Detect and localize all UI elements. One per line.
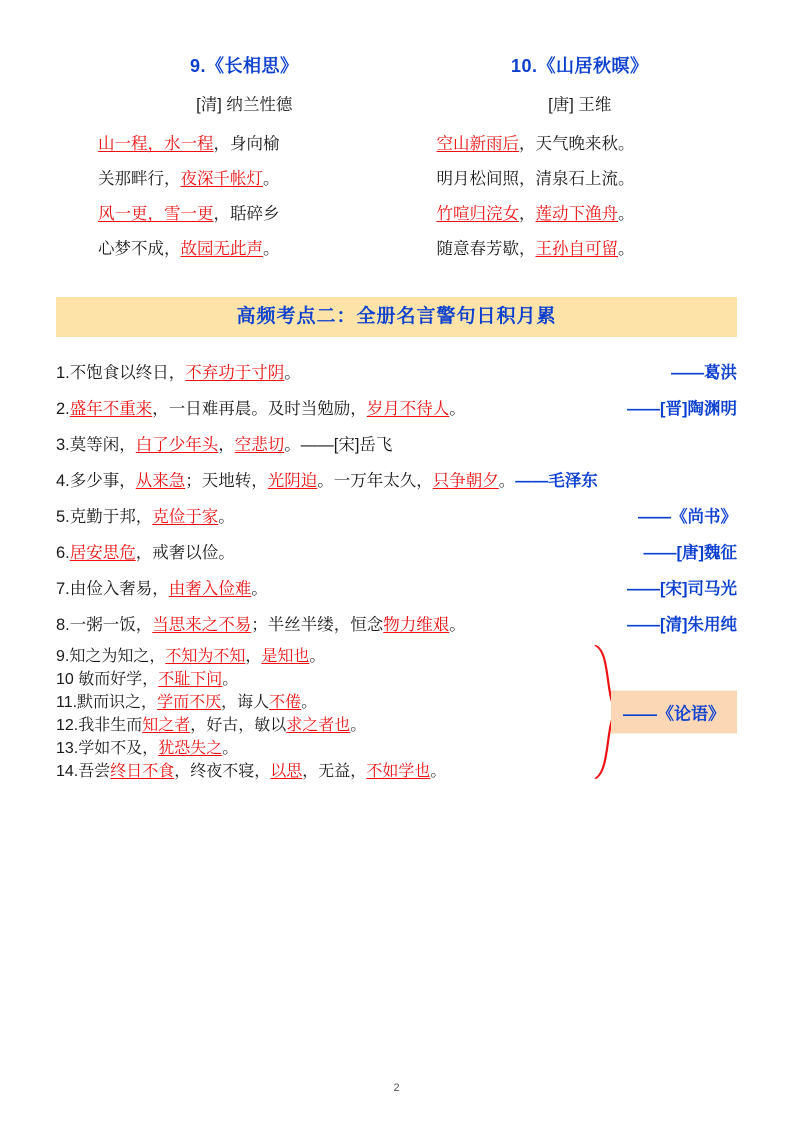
maxim-source: ——葛洪 [671, 364, 737, 382]
maxim-text [56, 364, 301, 382]
maxim1-seg-4: 。 [449, 400, 466, 418]
maxim-text [56, 400, 466, 418]
poem0-line0-seg-0: 山一程，水一程 [98, 135, 214, 153]
maxim-text [56, 472, 515, 490]
poem-author-10: [唐] 王维 [548, 96, 612, 114]
poem0-line1-seg-1: 夜深千帐灯 [180, 170, 263, 188]
maxim3-seg-2: ；天地转， [185, 472, 268, 490]
maxim-source: ——[唐]魏征 [643, 544, 737, 562]
analects-items [56, 643, 596, 781]
maxim4-seg-2: 。 [218, 508, 235, 526]
maxim1-seg-1: 盛年不重来 [69, 400, 153, 418]
maxim-source: ——[晋]陶渊明 [627, 400, 737, 418]
analects2-seg-4: 。 [301, 694, 318, 711]
analects2-seg-1: 学而不厌 [157, 694, 222, 711]
maxim2-seg-1: 白了少年头 [135, 436, 219, 454]
analects-item [56, 643, 596, 666]
maxim7-seg-0: 8.一粥一饭， [56, 616, 153, 634]
maxim7-seg-1: 当思来之不易 [152, 616, 252, 634]
maxim-item [56, 391, 737, 427]
section-banner: 高频考点二：全册名言警句日积月累 [56, 297, 737, 337]
maxim-text [56, 436, 392, 454]
analects-group [56, 643, 737, 781]
analects4-seg-2: 。 [222, 740, 239, 757]
maxim3-seg-4: 。一万年太久， [317, 472, 433, 490]
maxim0-seg-1: 不弃功于寸阴 [185, 364, 285, 382]
maxim-item [56, 463, 737, 499]
maxim6-seg-0: 7.由俭入奢易， [56, 580, 169, 598]
maxim7-seg-4: 。 [449, 616, 466, 634]
maxim7-seg-3: 物力维艰 [383, 616, 450, 634]
maxim2-seg-2: ， [218, 436, 235, 454]
analects5-seg-3: 以思 [270, 763, 303, 780]
poem1-line2-seg-2: 莲动下渔舟 [535, 205, 618, 223]
maxim6-seg-1: 由奢入俭难 [168, 580, 252, 598]
poem1-line3-seg-1: 王孙自可留 [535, 240, 618, 258]
analects5-seg-6: 。 [430, 763, 447, 780]
maxim-item [56, 607, 737, 643]
maxim6-seg-2: 。 [251, 580, 268, 598]
poem-9-line-2 [98, 162, 397, 197]
poem0-line1-seg-0: 关那畔行， [98, 170, 181, 188]
maxims-list [56, 355, 737, 643]
maxim3-seg-0: 4.多少事， [56, 472, 136, 490]
analects2-seg-3: 不倦 [269, 694, 302, 711]
poem0-line3-seg-0: 心梦不成， [98, 240, 181, 258]
maxim5-seg-2: ，戒奢以俭。 [135, 544, 235, 562]
analects1-seg-2: 。 [222, 671, 239, 688]
analects3-seg-2: ，好古，敏以 [190, 717, 287, 734]
poem0-line0-seg-1: ，身向榆 [213, 135, 280, 153]
analects1-seg-0: 10 敏而好学， [56, 671, 159, 688]
maxim1-seg-3: 岁月不待人 [366, 400, 450, 418]
analects5-seg-4: ，无益， [302, 763, 367, 780]
poem1-line0-seg-0: 空山新雨后 [436, 135, 519, 153]
maxim-text [56, 544, 235, 562]
analects5-seg-2: ，终夜不寝， [174, 763, 271, 780]
maxim4-seg-1: 克俭于家 [152, 508, 219, 526]
analects1-seg-1: 不耻下问 [158, 671, 223, 688]
maxim-text [56, 508, 235, 526]
poem-number-10: 10. [510, 56, 538, 76]
analects3-seg-3: 求之者也 [286, 717, 351, 734]
analects2-seg-2: ，诲人 [221, 694, 270, 711]
poem-author-9: [清] 纳兰性德 [196, 96, 293, 114]
analects5-seg-5: 不如学也 [366, 763, 431, 780]
analects0-seg-4: 。 [309, 648, 326, 665]
poem1-line3-seg-2: 。 [618, 240, 635, 258]
maxim-text [56, 580, 268, 598]
analects5-seg-0: 14.吾尝 [56, 763, 111, 780]
analects-item [56, 712, 596, 735]
maxim1-seg-0: 2. [56, 400, 70, 418]
analects-item [56, 689, 596, 712]
poem-9-line-1 [98, 127, 397, 162]
analects-item [56, 735, 596, 758]
poem-10-line-4 [437, 232, 738, 267]
maxim2-seg-0: 3.莫等闲， [56, 436, 136, 454]
poem1-line1-seg-0: 明月松间照，清泉石上流。 [436, 170, 635, 188]
poem-10-line-2 [437, 162, 738, 197]
analects3-seg-0: 12.我非生而 [56, 717, 143, 734]
maxim-item [56, 571, 737, 607]
poem1-line0-seg-1: ，天气晚来秋。 [519, 135, 635, 153]
page-number: 2 [393, 1082, 400, 1094]
analects2-seg-0: 11.默而识之， [56, 694, 158, 711]
maxim3-seg-6: 。 [498, 472, 516, 490]
poem-number-9: 9. [189, 56, 206, 76]
poem-name-9: 《长相思》 [206, 56, 299, 76]
maxim-item [56, 499, 737, 535]
maxim-text [56, 616, 466, 634]
analects4-seg-0: 13.学如不及， [56, 740, 159, 757]
maxim-item [56, 355, 737, 391]
maxim0-seg-0: 1.不饱食以终日， [56, 364, 186, 382]
poem-card-9 [56, 52, 397, 267]
poem1-line3-seg-0: 随意春芳歇， [436, 240, 536, 258]
poem-10-line-3 [437, 197, 738, 232]
analects0-seg-2: ， [245, 648, 262, 665]
poem0-line3-seg-1: 故园无此声 [180, 240, 263, 258]
poem-body-10 [423, 127, 738, 267]
maxim-source: ——[清]朱用纯 [627, 616, 737, 634]
maxim7-seg-2: ；半丝半缕，恒念 [251, 616, 384, 634]
analects0-seg-0: 9.知之为知之， [56, 648, 166, 665]
maxim-source: ——毛泽东 [515, 472, 598, 490]
poem0-line2-seg-1: ，聒碎乡 [213, 205, 280, 223]
poem-9-line-4 [98, 232, 397, 267]
maxim1-seg-2: ，一日难再晨。及时当勉励， [152, 400, 367, 418]
maxim3-seg-5: 只争朝夕 [432, 472, 499, 490]
poem-title-9 [92, 52, 397, 78]
poem-card-10 [397, 52, 738, 267]
maxim3-seg-3: 光阴迫 [267, 472, 318, 490]
poem0-line2-seg-0: 风一更，雪一更 [98, 205, 214, 223]
maxim-source: ——[宋]司马光 [627, 580, 737, 598]
poem0-line3-seg-2: 。 [263, 240, 280, 258]
maxim5-seg-1: 居安思危 [69, 544, 136, 562]
poem1-line2-seg-3: 。 [618, 205, 635, 223]
poem-name-10: 《山居秋暝》 [537, 56, 649, 76]
analects-item [56, 758, 596, 781]
maxim4-seg-0: 5.克勤于邦， [56, 508, 153, 526]
maxim3-seg-1: 从来急 [135, 472, 186, 490]
poem0-line1-seg-2: 。 [263, 170, 280, 188]
poem1-line2-seg-1: ， [519, 205, 536, 223]
poem1-line2-seg-0: 竹喧归浣女 [436, 205, 519, 223]
analects0-seg-1: 不知为不知 [165, 648, 246, 665]
analects0-seg-3: 是知也 [261, 648, 310, 665]
analects3-seg-4: 。 [350, 717, 367, 734]
poem-10-line-1 [437, 127, 738, 162]
poem-title-10 [423, 52, 738, 78]
poem-body-9 [92, 127, 397, 267]
maxim-source: ——《尚书》 [638, 508, 737, 526]
maxim5-seg-0: 6. [56, 544, 70, 562]
maxim-item [56, 427, 737, 463]
analects-source-label: ——《论语》 [611, 691, 737, 734]
analects-item [56, 666, 596, 689]
maxim2-seg-4: 。——[宋]岳飞 [284, 436, 393, 454]
analects4-seg-1: 犹恐失之 [158, 740, 223, 757]
maxim-item [56, 535, 737, 571]
analects5-seg-1: 终日不食 [110, 763, 175, 780]
maxim2-seg-3: 空悲切 [234, 436, 285, 454]
analects3-seg-1: 知之者 [142, 717, 191, 734]
poems-section [56, 52, 737, 267]
poem-9-line-3 [98, 197, 397, 232]
maxim0-seg-2: 。 [284, 364, 301, 382]
